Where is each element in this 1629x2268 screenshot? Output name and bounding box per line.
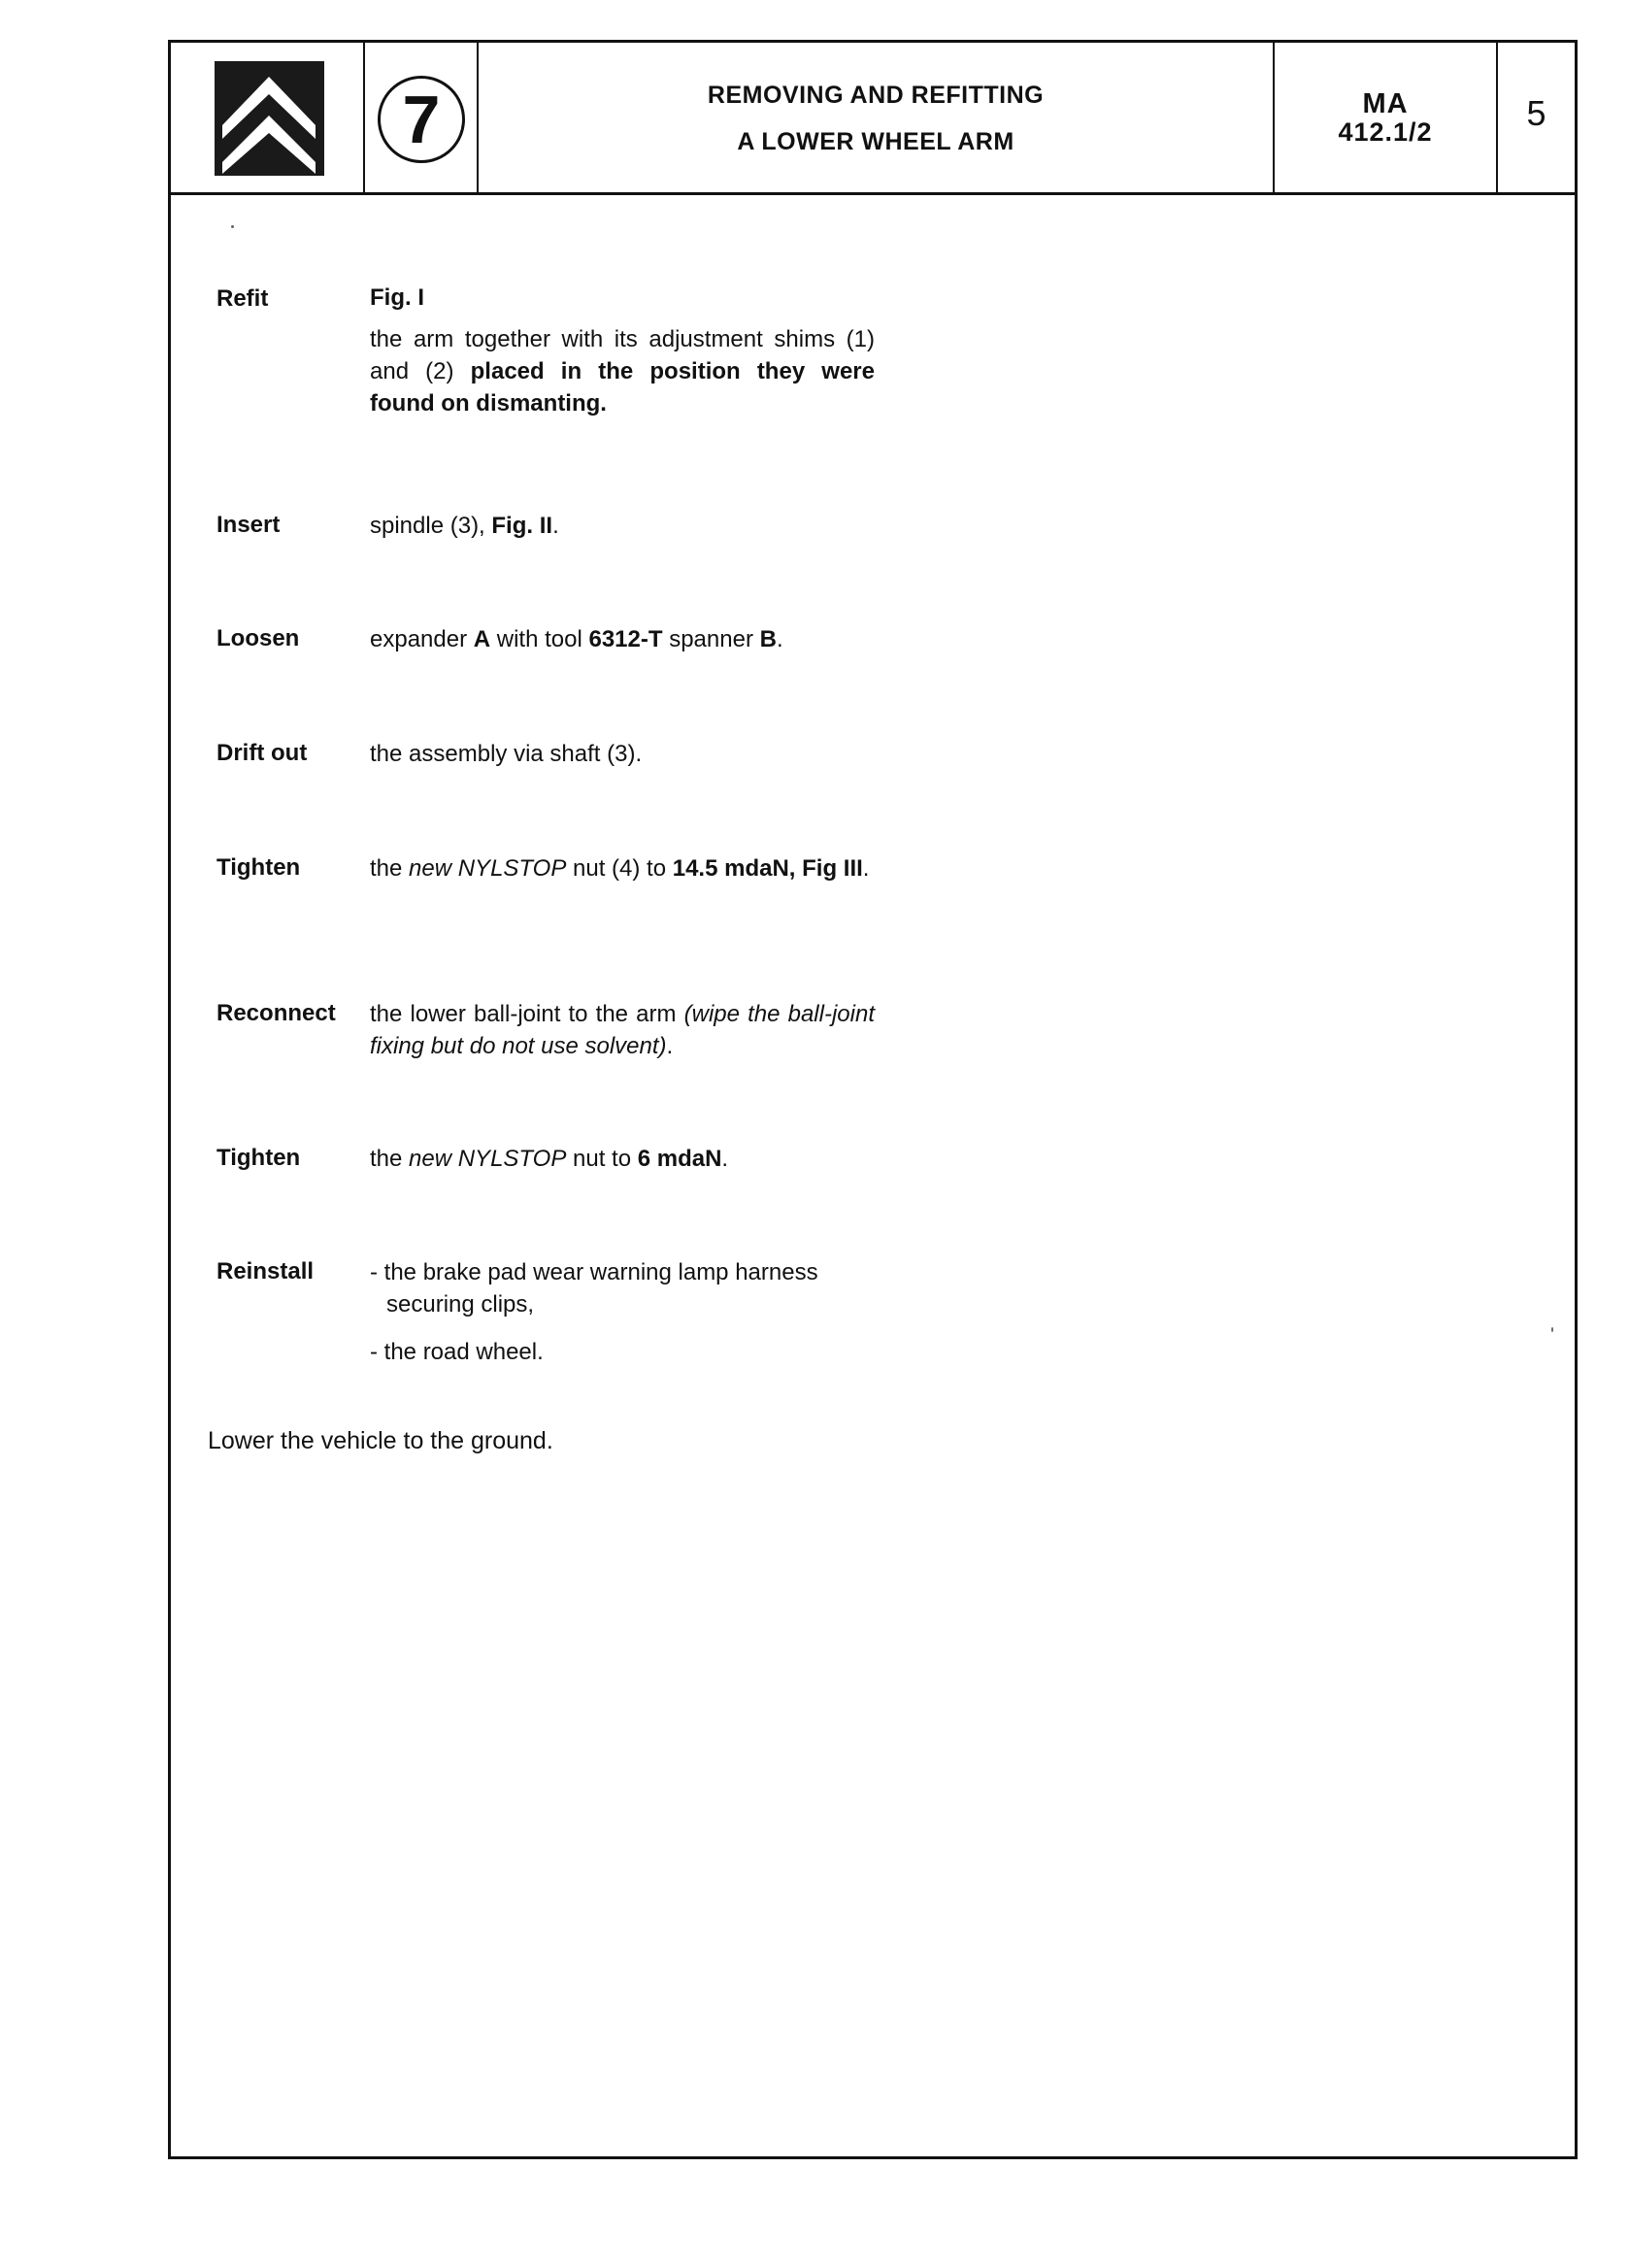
figure-ref: Fig. I [370,284,424,311]
text-run-bold: A [473,626,491,652]
text-run-italic: new NYLSTOP [409,855,567,882]
text-run: the [370,855,410,882]
text-run: . [552,513,559,539]
step-description [370,1143,875,1175]
step-label: Drift out [216,740,308,766]
step-label: Tighten [216,1145,301,1171]
text-run: spanner [662,626,760,652]
step-description [370,282,875,419]
page-title-line2: A LOWER WHEEL ARM [737,128,1014,155]
page-number-cell [1498,43,1575,192]
page-number: 5 [1526,93,1546,133]
text-run: the arm together with its adjustment shims (1) and (2) [370,326,875,384]
citroen-logo [215,61,324,176]
section-number: 7 [378,76,465,163]
text-run-italic: new NYLSTOP [409,1146,567,1172]
step-description [370,852,884,884]
page-title-line1: REMOVING AND REFITTING [707,82,1045,109]
scan-speck [1551,1327,1553,1332]
text-run: with tool [490,626,589,652]
logo-cell [171,43,365,192]
step-label: Refit [216,285,269,312]
list-item: - the brake pad wear warning lamp harness securing clips, [370,1259,818,1317]
step-text [370,323,875,419]
text-run: the [370,1146,410,1172]
text-run-bold: placed in the position they were found on dismanting. [370,358,875,417]
text-run: . [776,626,783,652]
step-description [370,1256,884,1368]
reference-cell [1275,43,1498,192]
step-label: Reconnect [216,1000,336,1026]
tool-number: 6312-T [588,626,663,652]
torque-value: 14.5 mdaN, Fig III [672,855,863,882]
page-header [171,43,1575,195]
closing-instruction: Lower the vehicle to the ground. [208,1427,553,1454]
text-run: . [862,855,870,882]
reference-code: MA [1362,88,1409,119]
text-run: nut (4) to [566,855,673,882]
manual-page [168,40,1578,2159]
text-run-bold: B [759,626,777,652]
step-label: Insert [216,512,281,538]
text-run-italic: (wipe the ball-joint fixing but do not use solvent) [370,1001,875,1059]
list-item: - the road wheel. [370,1339,544,1365]
title-cell [479,43,1275,192]
step-label: Loosen [216,625,300,651]
step-description [370,510,875,542]
text-run: nut to [566,1146,638,1172]
scan-speck [231,225,234,228]
text-run: . [721,1146,729,1172]
reference-number: 412.1/2 [1338,117,1433,147]
step-description: the assembly via shaft (3). [370,741,643,767]
text-run-bold: Fig. II [491,513,553,539]
torque-value: 6 mdaN [637,1146,722,1172]
text-run: expander [370,626,474,652]
step-description [370,623,875,655]
step-description [370,998,875,1062]
text-run: spindle (3), [370,513,492,539]
step-label: Tighten [216,854,301,881]
text-run: . [666,1033,674,1059]
step-label: Reinstall [216,1258,315,1284]
section-number-cell [365,43,479,192]
text-run: the lower ball-joint to the arm [370,1001,684,1027]
